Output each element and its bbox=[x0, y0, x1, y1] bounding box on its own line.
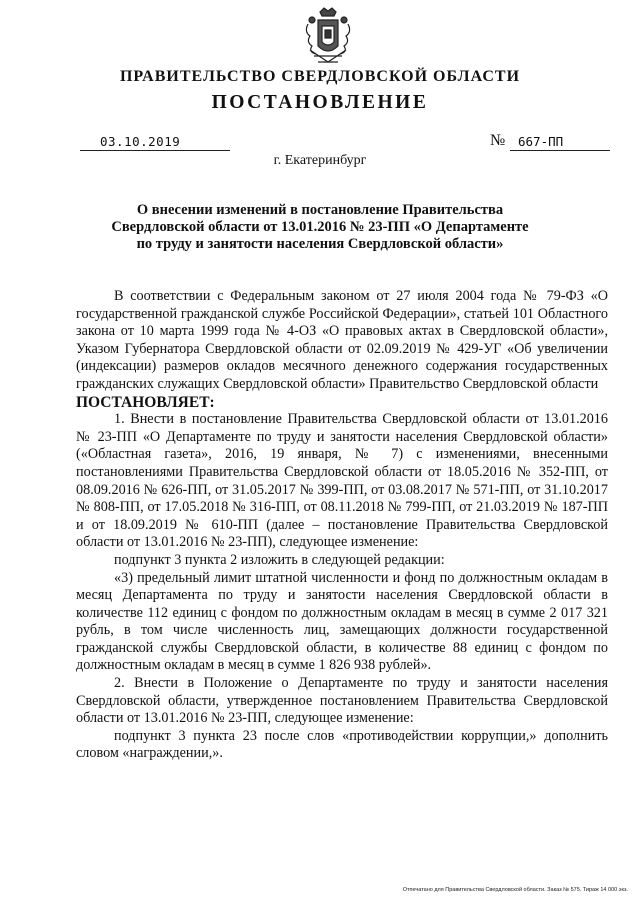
document-body bbox=[76, 288, 608, 763]
print-note: Отпечатано для Правительства Свердловской области. Заказ № 575. Тираж 14 000 экз. bbox=[402, 887, 628, 893]
city: г. Екатеринбург bbox=[273, 153, 367, 168]
document-title bbox=[100, 202, 540, 253]
title-line: Свердловской области от 13.01.2016 № 23-ПП «О Департаменте bbox=[111, 219, 529, 235]
document-number: 667-ПП bbox=[510, 134, 610, 151]
item-1-subparagraph: подпункт 3 пункта 2 изложить в следующей редакции: bbox=[114, 551, 445, 568]
document-type: ПОСТАНОВЛЕНИЕ bbox=[211, 92, 429, 113]
item-1-paragraph: 1. Внести в постановление Правительства Свердловской области от 13.01.2016 № 23-ПП «О Департаменте по труду и занятости населения Свердловской области» («Областная газета», 2016, 19 января, № 7) с изменениями, внесенными постановлениями Правительства Свердловской области от 18.05.2016 № 352-ПП, от 08.09.2016 № 626-ПП, от 31.05.2017 № 399-ПП, от 03.08.2017 № 571-ПП, от 31.10.2017 № 808-ПП, от 17.05.2018 № 316-ПП, от 08.11.2018 № 799-ПП, от 21.03.2019 № 187-ПП и от 18.09.2019 № 610-ПП (далее – постановление Правительства Свердловской области от 13.01.2016 № 23-ПП), следующее изменение: bbox=[76, 411, 608, 551]
resolves-heading: ПОСТАНОВЛЯЕТ: bbox=[76, 393, 215, 411]
number-sign: № bbox=[490, 132, 506, 149]
item-1-quote: «3) предельный лимит штатной численности и фонд по должностным окладам в месяц Департамента по труду и занятости населения Свердловской области в количестве 112 единиц с фондом по должностным окладам в месяц в сумме 2 017 321 рубль, в том числе численность лиц, замещающих должности государственной гражданской службы Свердловской области, в количестве 88 единиц с фондом по должностным окладам в месяц в сумме 1 826 938 рублей». bbox=[76, 569, 608, 674]
document-date: 03.10.2019 bbox=[80, 134, 230, 151]
preamble-paragraph: В соответствии с Федеральным законом от 27 июля 2004 года № 79-ФЗ «О государственной гражданской службе Российской Федерации», статьей 101 Областного закона от 10 марта 1999 года № 4-ОЗ «О правовых актах в Свердловской области», Указом Губернатора Свердловской области от 02.09.2019 № 429-УГ «Об увеличении (индексации) размеров окладов месячного денежного содержания государственных гражданских служащих Свердловской области» Правительство Свердловской области bbox=[76, 288, 608, 392]
title-line: по труду и занятости населения Свердловской области» bbox=[136, 236, 504, 252]
item-2-paragraph: 2. Внести в Положение о Департаменте по труду и занятости населения Свердловской области, утвержденное постановлением Правительства Свердловской области от 13.01.2016 № 23-ПП, следующее изменение: bbox=[76, 675, 608, 727]
title-line: О внесении изменений в постановление Правительства bbox=[136, 202, 504, 218]
coat-of-arms-icon bbox=[300, 6, 356, 68]
item-2-subparagraph: подпункт 3 пункта 23 после слов «противодействии коррупции,» дополнить словом «награждении,». bbox=[76, 727, 608, 762]
government-name: ПРАВИТЕЛЬСТВО СВЕРДЛОВСКОЙ ОБЛАСТИ bbox=[119, 68, 521, 85]
